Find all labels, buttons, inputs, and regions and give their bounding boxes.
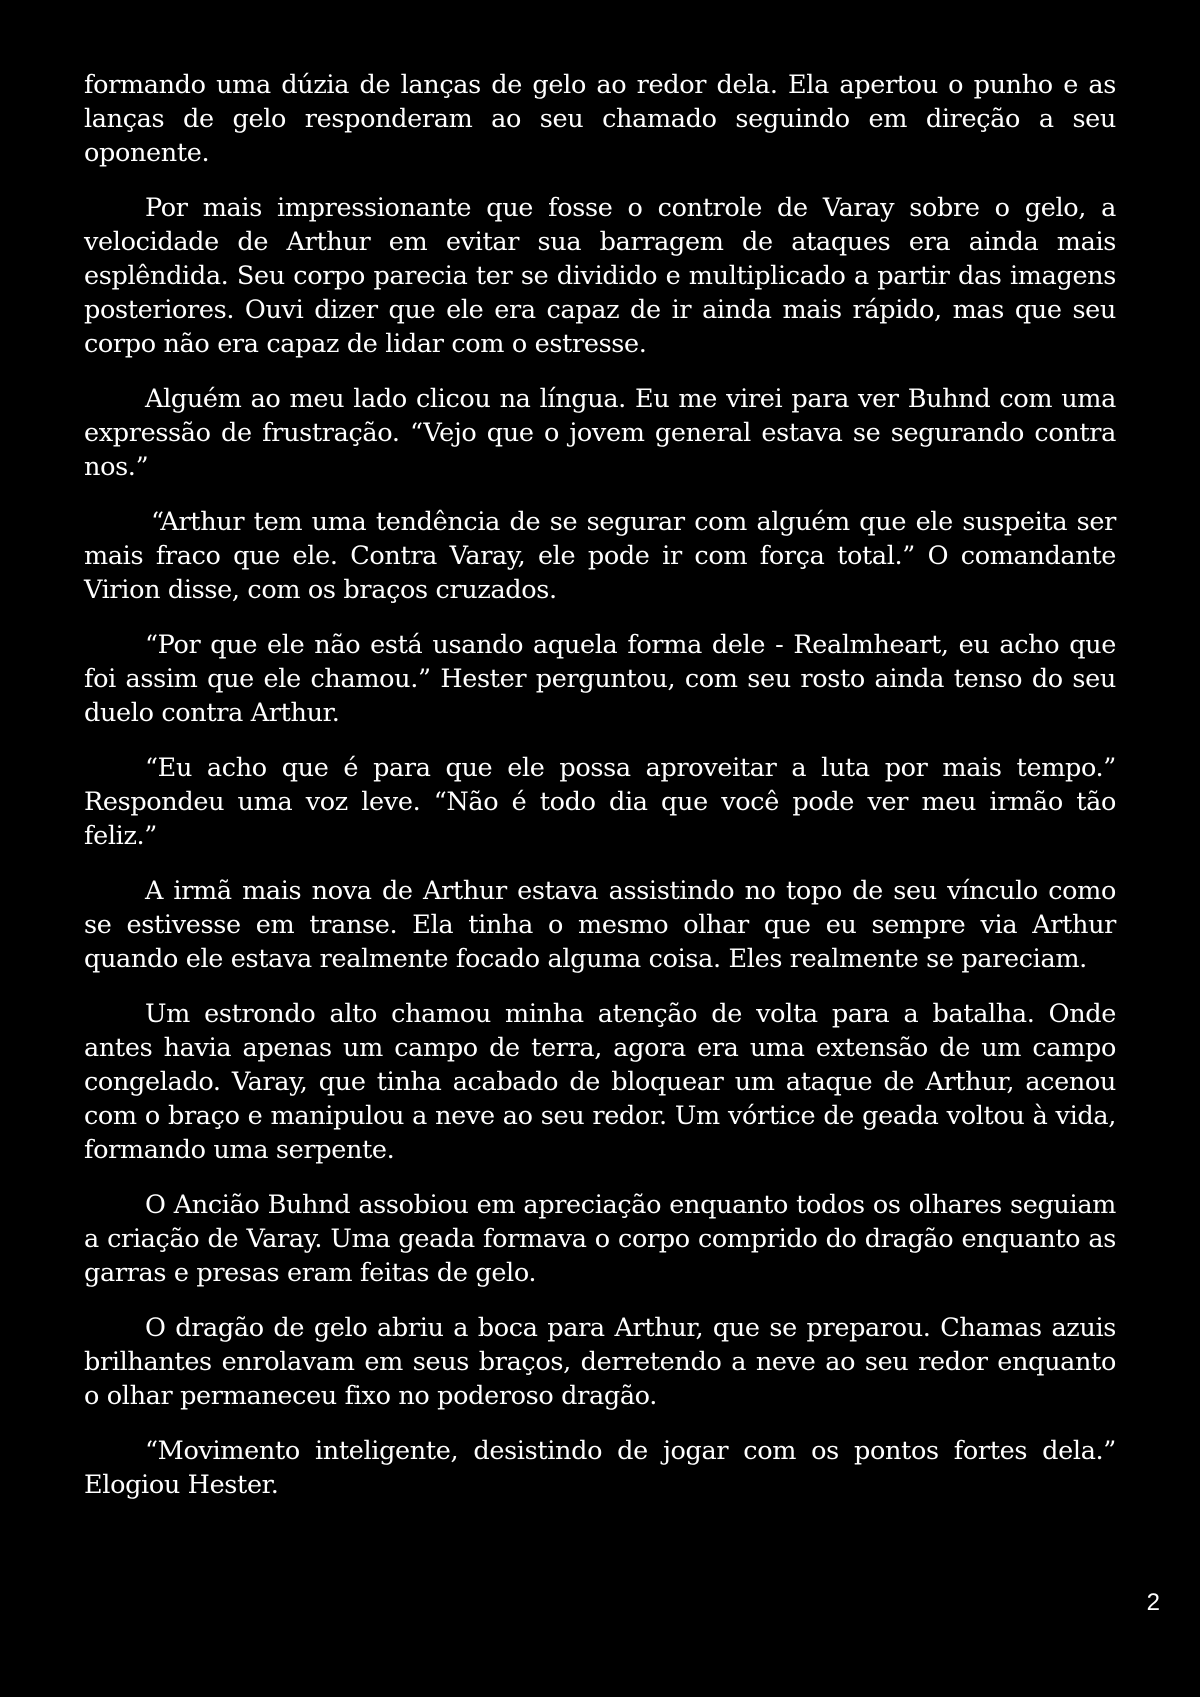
paragraph-2: Por mais impressionante que fosse o controle de Varay sobre o gelo, a velocidade de Arthur em evitar sua barragem de ataques era ainda mais esplêndida. Seu corpo parecia ter se dividido e multiplicado a partir das imagens posteriores. Ouvi dizer que ele era capaz de ir ainda mais rápido, mas que seu corpo não era capaz de lidar com o estresse. (84, 193, 1116, 359)
paragraph-10: O dragão de gelo abriu a boca para Arthur, que se preparou. Chamas azuis brilhantes enrolavam em seus braços, derretendo a neve ao seu redor enquanto o olhar permaneceu fixo no poderoso dragão. (84, 1313, 1116, 1411)
paragraph-7: A irmã mais nova de Arthur estava assistindo no topo de seu vínculo como se estivesse em transe. Ela tinha o mesmo olhar que eu sempre via Arthur quando ele estava realmente focado alguma coisa. Eles realmente se pareciam. (84, 876, 1116, 974)
paragraph-8: Um estrondo alto chamou minha atenção de volta para a batalha. Onde antes havia apenas um campo de terra, agora era uma extensão de um campo congelado. Varay, que tinha acabado de bloquear um ataque de Arthur, acenou com o braço e manipulou a neve ao seu redor. Um vórtice de geada voltou à vida, formando uma serpente. (84, 999, 1116, 1165)
paragraph-11: “Movimento inteligente, desistindo de jogar com os pontos fortes dela.” Elogiou Hester. (84, 1436, 1116, 1500)
page-number: 2 (1146, 1589, 1160, 1616)
paragraph-6: “Eu acho que é para que ele possa aproveitar a luta por mais tempo.” Respondeu uma voz leve. “Não é todo dia que você pode ver meu irmão tão feliz.” (84, 753, 1116, 851)
paragraph-4: “Arthur tem uma tendência de se segurar com alguém que ele suspeita ser mais fraco que ele. Contra Varay, ele pode ir com força total.” O comandante Virion disse, com os braços cruzados. (84, 507, 1116, 605)
paragraph-9: O Ancião Buhnd assobiou em apreciação enquanto todos os olhares seguiam a criação de Varay. Uma geada formava o corpo comprido do dragão enquanto as garras e presas eram feitas de gelo. (84, 1190, 1116, 1288)
paragraph-5: “Por que ele não está usando aquela forma dele - Realmheart, eu acho que foi assim que ele chamou.” Hester perguntou, com seu rosto ainda tenso do seu duelo contra Arthur. (84, 630, 1116, 728)
paragraph-3: Alguém ao meu lado clicou na língua. Eu me virei para ver Buhnd com uma expressão de frustração. “Vejo que o jovem general estava se segurando contra nos.” (84, 384, 1116, 482)
page-body-text (84, 68, 1116, 1523)
paragraph-1: formando uma dúzia de lanças de gelo ao redor dela. Ela apertou o punho e as lanças de gelo responderam ao seu chamado seguindo em direção a seu oponente. (84, 70, 1116, 168)
